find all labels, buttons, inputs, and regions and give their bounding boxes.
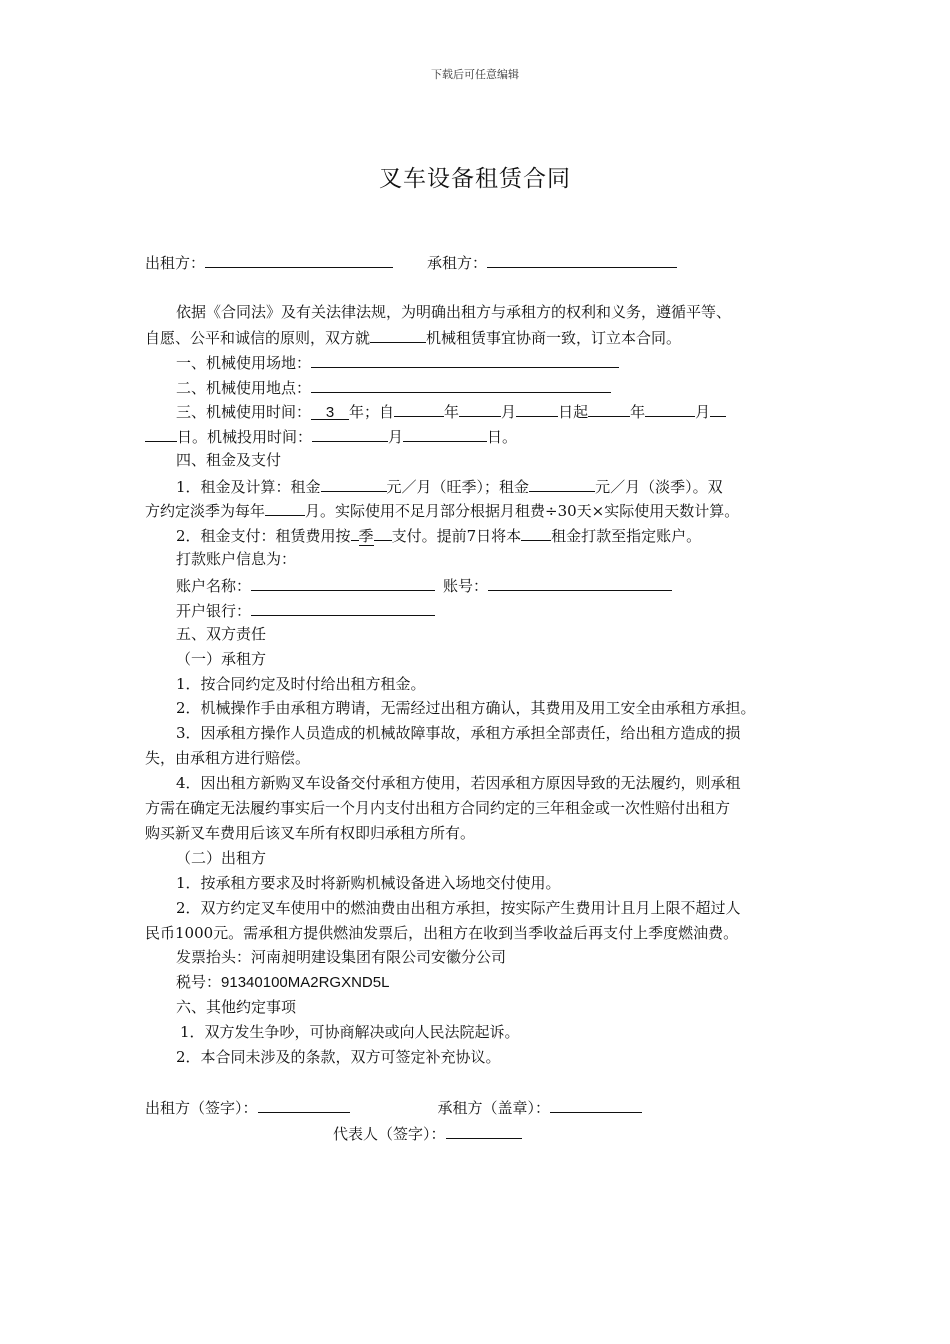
lessee-blank[interactable] bbox=[487, 252, 677, 268]
section-5: 五、双方责任 bbox=[176, 625, 267, 643]
lessee-seal-blank[interactable] bbox=[550, 1097, 642, 1113]
section-2: 二、机械使用地点： bbox=[176, 377, 611, 397]
invoice-title: 发票抬头：河南昶明建设集团有限公司安徽分公司 bbox=[176, 948, 507, 966]
section-4-1-line-2: 方约定淡季为每年 月。实际使用不足月部分根据月租费÷30天×实际使用天数计算。 bbox=[145, 502, 740, 520]
tax-line: 税号：91340100MA2RGXND5L bbox=[176, 973, 390, 991]
intro-line-2: 自愿、公平和诚信的原则，双方就 机械租赁事宜协商一致，订立本合同。 bbox=[145, 329, 682, 347]
off-peak-rent-blank[interactable] bbox=[529, 476, 595, 492]
start-month-blank[interactable] bbox=[459, 401, 501, 417]
start-day-blank[interactable] bbox=[516, 401, 558, 417]
site-blank[interactable] bbox=[311, 352, 619, 368]
lessee-label: 承租方： bbox=[427, 254, 488, 272]
start-use-day-blank[interactable] bbox=[403, 426, 487, 442]
end-year-blank[interactable] bbox=[588, 401, 630, 417]
section-5-a: （一）承租方 bbox=[176, 650, 267, 668]
account-no-blank[interactable] bbox=[488, 575, 672, 591]
section-4-1-line-1: 1．租金及计算：租金 元／月（旺季）；租金 元／月（淡季）。双 bbox=[176, 478, 723, 496]
section-5-a-4-line-2: 方需在确定无法履约事实后一个月内支付出租方合同约定的三年租金或一次性赔付出租方 bbox=[145, 799, 731, 817]
underline bbox=[351, 525, 359, 541]
machine-blank[interactable] bbox=[370, 327, 426, 343]
section-5-b-2-line-1: 2．双方约定叉车使用中的燃油费由出租方承担，按实际产生费用计且月上限不超过人 bbox=[176, 899, 741, 917]
section-5-a-4-line-1: 4．因出租方新购叉车设备交付承租方使用，若因承租方原因导致的无法履约，则承租 bbox=[176, 774, 741, 792]
section-5-a-2: 2．机械操作手由承租方聘请，无需经过出租方确认，其费用及用工安全由承租方承担。 bbox=[176, 699, 756, 717]
lessor-signature-blank[interactable] bbox=[258, 1097, 350, 1113]
section-5-a-4-line-3: 购买新叉车费用后该叉车所有权即归承租方所有。 bbox=[145, 824, 476, 842]
bank-blank[interactable] bbox=[251, 600, 435, 616]
signature-line: 出租方（签字）： 承租方（盖章）： bbox=[145, 1097, 642, 1117]
section-6-1: 1．双方发生争吵，可协商解决或向人民法院起诉。 bbox=[180, 1023, 520, 1041]
lessor-label: 出租方： bbox=[145, 254, 206, 272]
section-5-a-3-line-2: 失，由承租方进行赔偿。 bbox=[145, 749, 311, 767]
page-header: 下载后可任意编辑 bbox=[431, 68, 519, 81]
payment-period[interactable]: 季 bbox=[358, 527, 374, 545]
section-5-b-1: 1．按承租方要求及时将新购机械设备进入场地交付使用。 bbox=[176, 874, 561, 892]
account-line: 账户名称： 账号： bbox=[176, 575, 672, 595]
years-value[interactable]: 3 bbox=[311, 404, 349, 420]
account-name-blank[interactable] bbox=[251, 575, 435, 591]
peak-rent-blank[interactable] bbox=[321, 476, 387, 492]
representative-line: 代表人（签字）： bbox=[333, 1123, 522, 1143]
payment-unit-blank[interactable] bbox=[521, 525, 551, 541]
off-season-blank[interactable] bbox=[265, 500, 305, 516]
end-day-blank-2[interactable] bbox=[145, 426, 177, 442]
section-6-2: 2．本合同未涉及的条款，双方可签定补充协议。 bbox=[176, 1048, 501, 1066]
section-1: 一、机械使用场地： bbox=[176, 352, 619, 372]
tax-number: 91340100MA2RGXND5L bbox=[221, 974, 390, 991]
section-6: 六、其他约定事项 bbox=[176, 998, 297, 1016]
representative-signature-blank[interactable] bbox=[446, 1123, 522, 1139]
section-5-a-1: 1．按合同约定及时付给出租方租金。 bbox=[176, 675, 426, 693]
section-3-line-2: 日。机械投用时间： 月 日。 bbox=[145, 426, 517, 446]
section-4-2: 2．租金支付：租赁费用按 季 支付。提前7日将本 租金打款至指定账户。 bbox=[176, 527, 702, 545]
end-day-blank[interactable] bbox=[710, 401, 726, 417]
start-year-blank[interactable] bbox=[394, 401, 444, 417]
section-4: 四、租金及支付 bbox=[176, 451, 282, 469]
section-3-line-1: 三、机械使用时间： 3 年；自 年 月 日起 年 月 bbox=[176, 401, 726, 421]
section-5-a-3-line-1: 3．因承租方操作人员造成的机械故障事故，承租方承担全部责任，给出租方造成的损 bbox=[176, 724, 741, 742]
intro-line-1: 依据《合同法》及有关法律法规，为明确出租方与承租方的权利和义务，遵循平等、 bbox=[176, 303, 732, 321]
underline bbox=[374, 525, 392, 541]
lessor-blank[interactable] bbox=[205, 252, 393, 268]
start-use-month-blank[interactable] bbox=[312, 426, 388, 442]
parties-line bbox=[145, 252, 677, 272]
location-blank[interactable] bbox=[311, 377, 611, 393]
account-info-label: 打款账户信息为： bbox=[176, 550, 297, 568]
section-5-b: （二）出租方 bbox=[176, 849, 267, 867]
section-5-b-2-line-2: 民币1000元。需承租方提供燃油发票后，出租方在收到当季收益后再支付上季度燃油费。 bbox=[145, 924, 739, 942]
contract-title: 叉车设备租赁合同 bbox=[379, 166, 571, 192]
end-month-blank[interactable] bbox=[645, 401, 695, 417]
bank-line: 开户银行： bbox=[176, 600, 435, 620]
